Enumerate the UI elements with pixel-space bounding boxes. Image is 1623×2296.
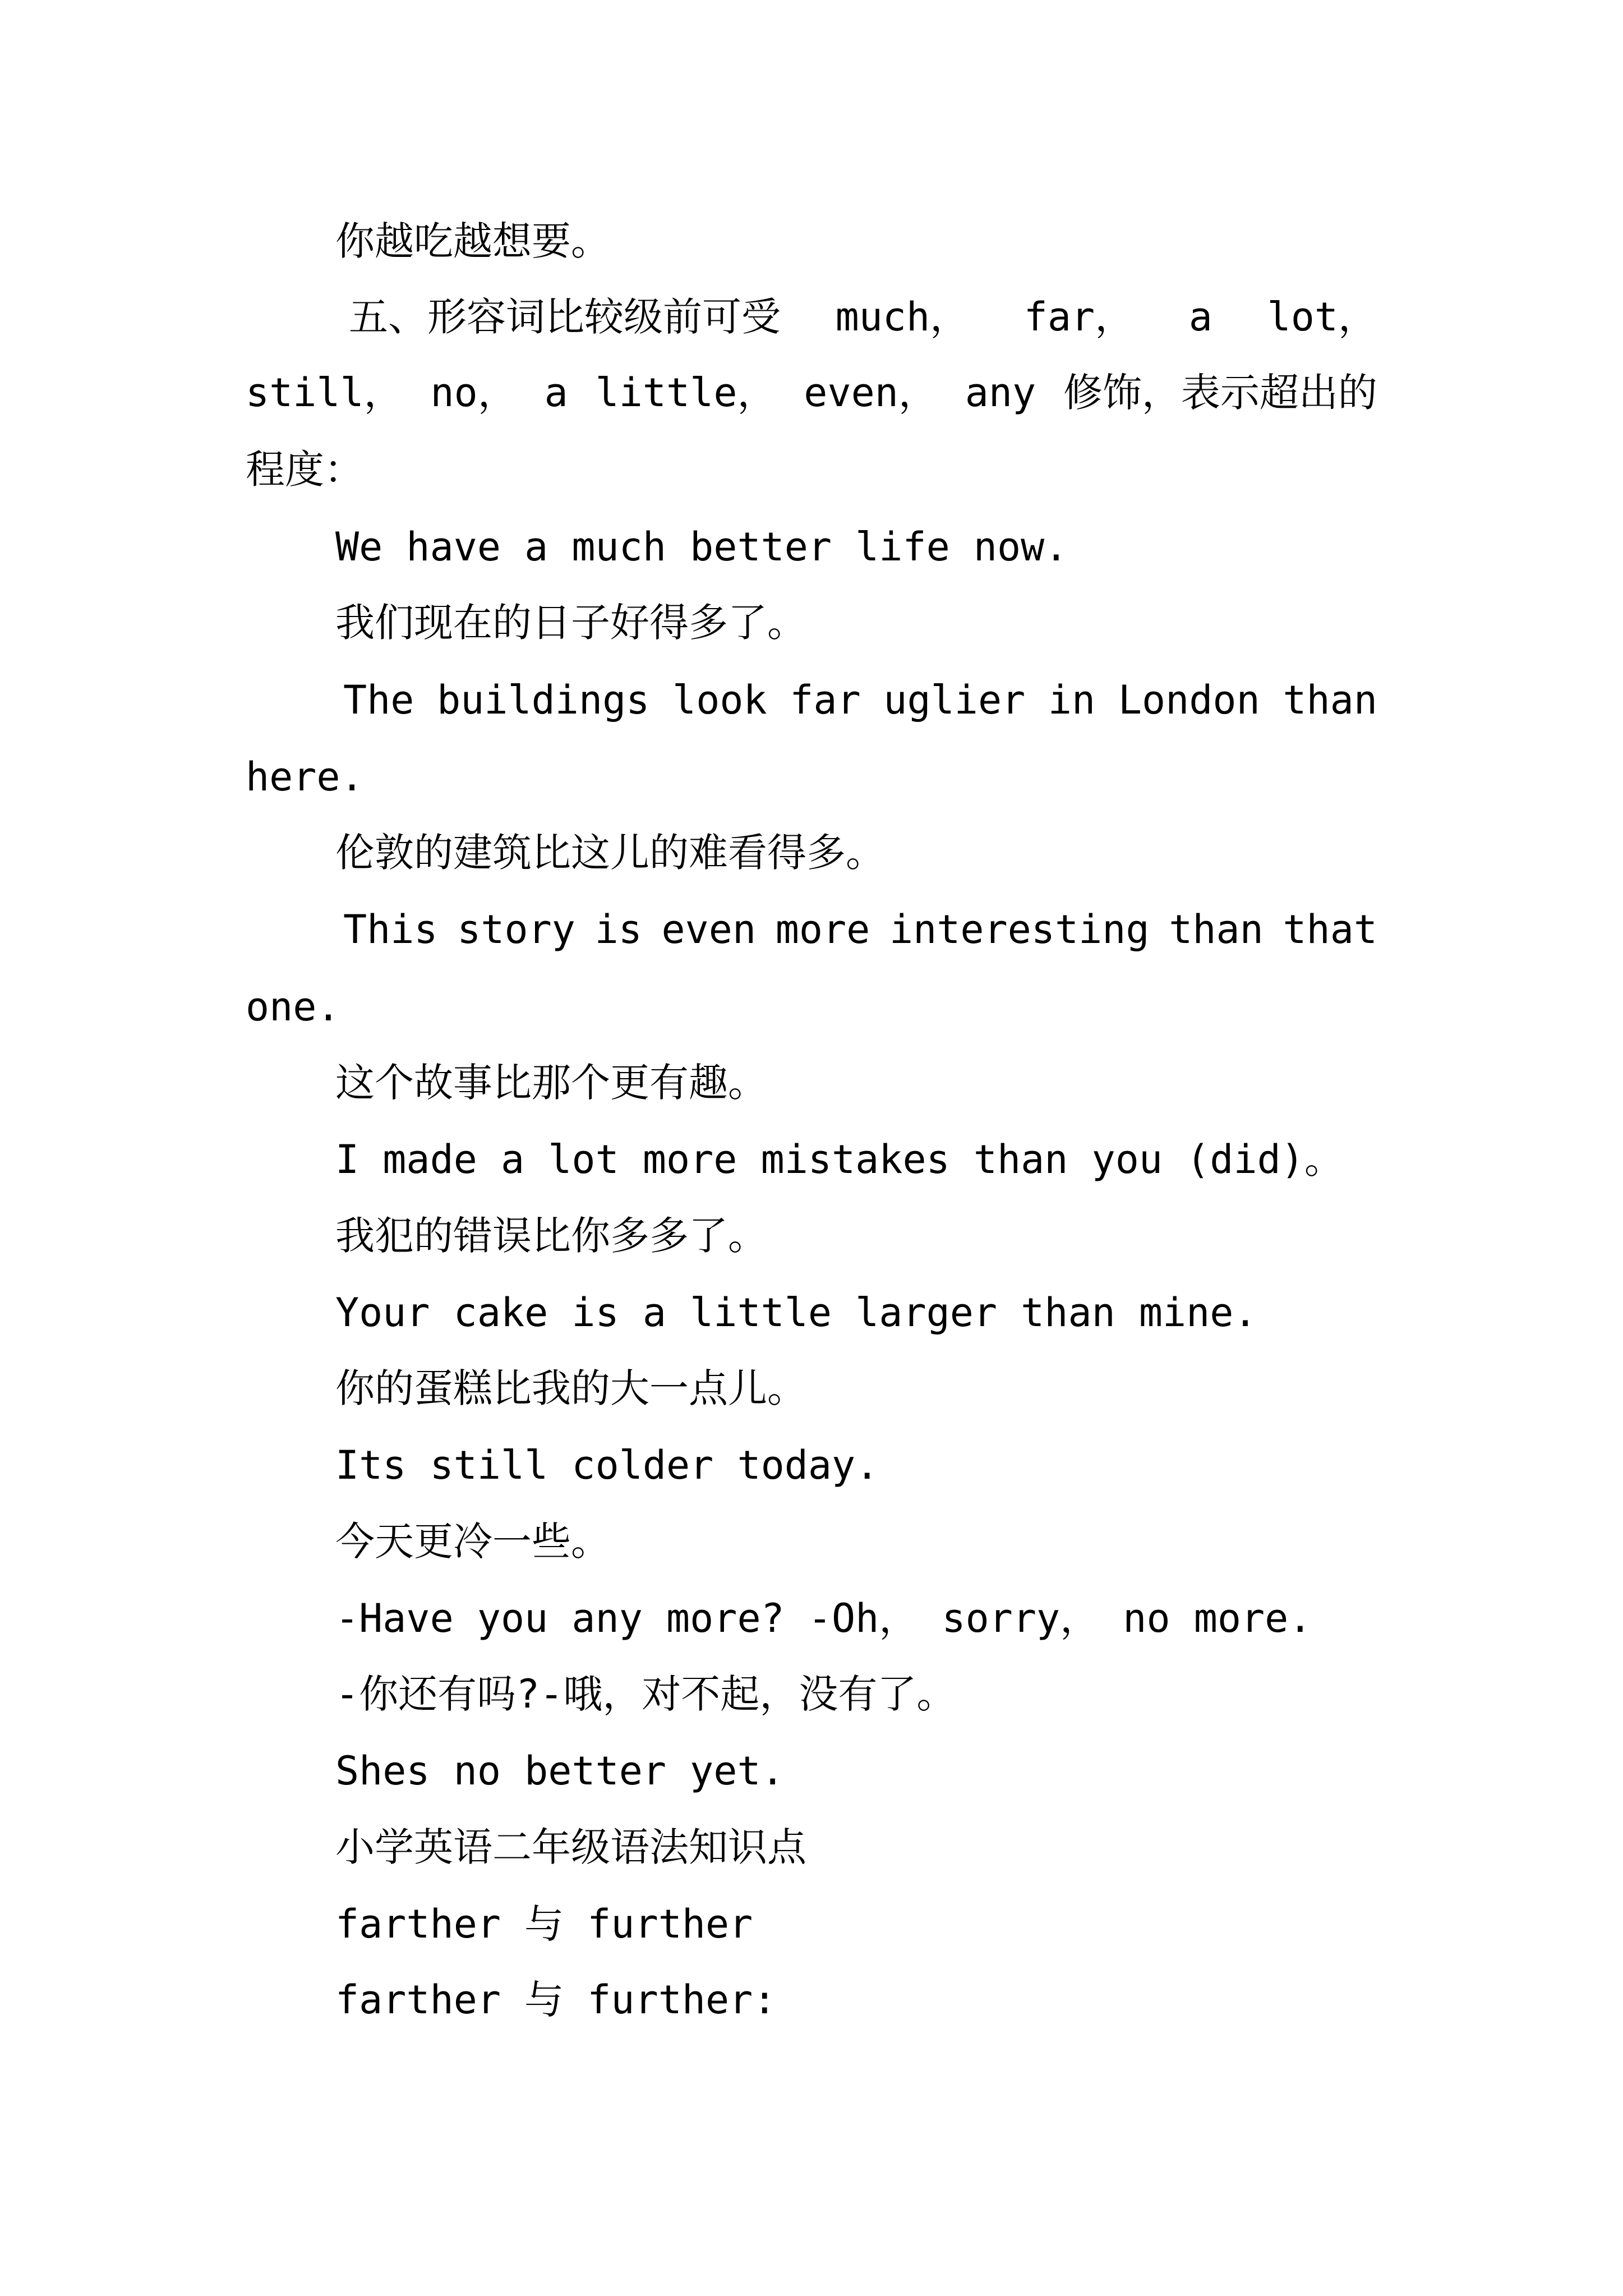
example-sentence: We have a much better life now. — [335, 524, 1068, 570]
section-heading-line — [0, 292, 1623, 342]
word: than — [1283, 677, 1377, 723]
word: more — [775, 907, 870, 953]
section-heading-line: 程度： — [246, 447, 363, 493]
word: a — [1188, 294, 1212, 340]
word: much， — [835, 294, 970, 340]
example-translation: 我们现在的日子好得多了。 — [335, 600, 806, 646]
word: story — [457, 907, 575, 953]
example-translation: 你的蛋糕比我的大一点儿。 — [335, 1365, 806, 1411]
paragraph-line: 你越吃越想要。 — [335, 218, 610, 264]
word: interesting — [889, 907, 1150, 953]
word: a — [544, 370, 568, 416]
word: The — [343, 677, 414, 723]
example-translation: 今天更冷一些。 — [335, 1519, 610, 1565]
word: far， — [1023, 294, 1135, 340]
example-sentence: one. — [246, 984, 340, 1030]
word: This — [343, 907, 438, 953]
word: that — [1283, 907, 1377, 953]
subsection-title: farther 与 further — [335, 1901, 753, 1947]
example-sentence: Shes no better yet. — [335, 1748, 785, 1794]
example-sentence: Your cake is a little larger than mine. — [335, 1290, 1257, 1336]
example-translation: 我犯的错误比你多多了。 — [335, 1213, 767, 1259]
section-heading-line — [0, 367, 1623, 418]
example-translation: 伦敦的建筑比这儿的难看得多。 — [335, 830, 885, 876]
word: uglier — [883, 677, 1026, 723]
word: buildings — [437, 677, 650, 723]
example-sentence: here. — [246, 754, 364, 800]
word: in — [1048, 677, 1096, 723]
word: even， — [804, 370, 938, 416]
example-translation: 这个故事比那个更有趣。 — [335, 1060, 767, 1106]
example-sentence: Its still colder today. — [335, 1442, 879, 1488]
word: lot， — [1267, 294, 1377, 340]
example-sentence: I made a lot more mistakes than you (did)。 — [335, 1137, 1344, 1182]
word: even — [661, 907, 757, 953]
word: 修饰，表示超出的 — [1063, 370, 1377, 416]
word: London — [1118, 677, 1260, 723]
word: is — [594, 907, 642, 953]
word: 五、形容词比较级前可受 — [349, 294, 781, 340]
word: look — [672, 677, 767, 723]
example-sentence — [0, 904, 1623, 955]
example-sentence — [0, 675, 1623, 725]
word: far — [790, 677, 861, 723]
word: no， — [430, 370, 517, 416]
word: little， — [595, 370, 777, 416]
section-title: 小学英语二年级语法知识点 — [335, 1824, 806, 1870]
example-sentence: -Have you any more? -Oh， sorry， no more. — [335, 1595, 1312, 1641]
word: still， — [246, 370, 403, 416]
subsection-title: farther 与 further: — [335, 1977, 777, 2023]
example-translation: -你还有吗?-哦，对不起，没有了。 — [335, 1671, 956, 1717]
word: than — [1169, 907, 1264, 953]
word: any — [965, 370, 1036, 416]
